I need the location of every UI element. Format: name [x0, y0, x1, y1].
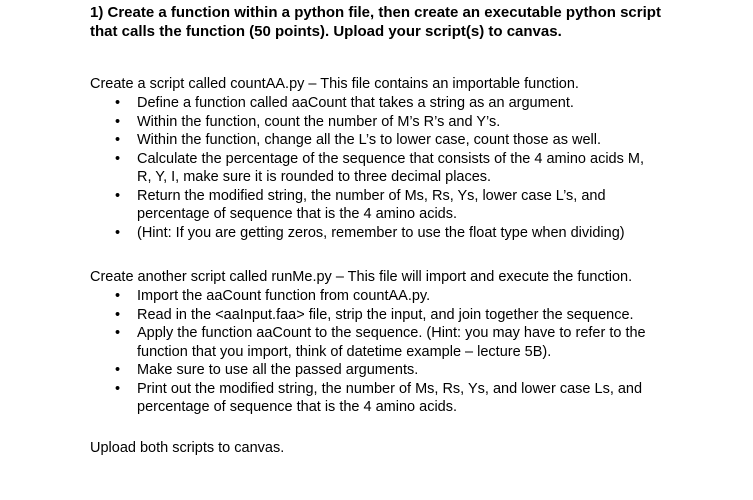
heading-line-1: 1) Create a function within a python file, then create an executable python script: [90, 4, 661, 21]
upload-instruction: Upload both scripts to canvas.: [90, 440, 285, 456]
question-heading: [90, 3, 745, 41]
list-item-text: R, Y, I, make sure it is rounded to three decimal places.: [137, 169, 492, 185]
list-item-text: function that you import, think of datetime example – lecture 5B).: [137, 343, 552, 360]
list-item: [0, 131, 737, 150]
bullet-icon: •: [115, 95, 121, 111]
bullet-icon: •: [115, 288, 121, 304]
list-item-text: Make sure to use all the passed arguments.: [137, 362, 419, 378]
list-item-text: Calculate the percentage of the sequence that consists of the 4 amino acids M,: [137, 150, 644, 167]
section1-bullet-list: [0, 94, 737, 242]
bullet-icon: •: [115, 187, 121, 204]
bullet-icon: •: [115, 380, 121, 397]
list-item: [0, 113, 737, 132]
bullet-icon: •: [115, 325, 121, 341]
bullet-icon: •: [115, 362, 121, 378]
list-item-text: Within the function, change all the L’s to lower case, count those as well.: [137, 132, 601, 148]
section2-intro: Create another script called runMe.py – This file will import and execute the function.: [90, 269, 633, 285]
list-item-text: percentage of sequence that is the 4 amino acids.: [137, 399, 458, 415]
list-item-text: Within the function, count the number of M’s R’s and Y’s.: [137, 113, 501, 130]
list-item: [0, 150, 737, 187]
section2-bullet-list: [0, 287, 737, 417]
list-item-text: Import the aaCount function from countAA.py.: [137, 288, 431, 304]
list-item: [0, 287, 737, 306]
list-item-text: Return the modified string, the number of Ms, Rs, Ys, lower case L’s, and: [137, 187, 606, 204]
list-item: [0, 324, 737, 361]
list-item-text: Apply the function aaCount to the sequence. (Hint: you may have to refer to the: [137, 325, 646, 341]
list-item: [0, 187, 737, 224]
list-item-text: Define a function called aaCount that takes a string as an argument.: [137, 95, 574, 111]
bullet-icon: •: [115, 224, 121, 241]
heading-line-2: that calls the function (50 points). Upload your script(s) to canvas.: [90, 23, 562, 40]
list-item: [0, 224, 737, 243]
bullet-icon: •: [115, 150, 121, 167]
bullet-icon: •: [115, 306, 121, 323]
list-item: [0, 361, 737, 380]
list-item-text: percentage of sequence that is the 4 amino acids.: [137, 206, 458, 222]
list-item-text: Print out the modified string, the number of Ms, Rs, Ys, and lower case Ls, and: [137, 380, 643, 397]
list-item-text: Read in the <aaInput.faa> file, strip the input, and join together the sequence.: [137, 306, 634, 323]
bullet-icon: •: [115, 132, 121, 148]
bullet-icon: •: [115, 113, 121, 130]
list-item-text: (Hint: If you are getting zeros, remember to use the float type when dividing): [137, 224, 625, 241]
section1-intro: Create a script called countAA.py – This file contains an importable function.: [90, 76, 579, 92]
list-item: [0, 380, 737, 417]
list-item: [0, 94, 737, 113]
list-item: [0, 306, 737, 325]
